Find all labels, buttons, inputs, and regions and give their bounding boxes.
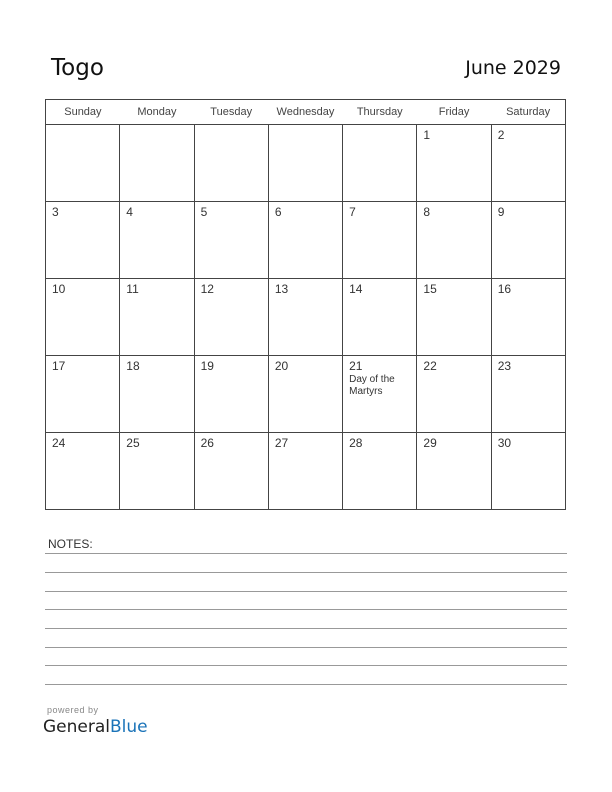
- day-cell: [46, 356, 120, 433]
- day-number: 28: [349, 436, 363, 450]
- day-number: 2: [497, 128, 505, 142]
- day-number: 7: [349, 205, 356, 219]
- day-number: 5: [200, 205, 208, 219]
- day-cell: [343, 433, 417, 510]
- day-number: 18: [126, 359, 140, 373]
- day-cell: [417, 356, 491, 433]
- week-row: [46, 202, 566, 279]
- note-line: [45, 609, 567, 610]
- weekday-friday: Friday: [417, 100, 491, 125]
- powered-by-text: powered by: [47, 705, 99, 715]
- day-cell: [268, 279, 342, 356]
- day-number: 24: [52, 436, 66, 450]
- day-cell: [491, 433, 565, 510]
- note-line: [45, 684, 567, 685]
- week-row: [46, 433, 566, 510]
- day-number: 29: [423, 436, 437, 450]
- notes-label: NOTES:: [48, 537, 93, 551]
- brand-general-text: General: [43, 717, 110, 737]
- country-title: Togo: [51, 55, 104, 81]
- day-cell: [491, 202, 565, 279]
- day-cell: [343, 125, 417, 202]
- day-cell: [417, 125, 491, 202]
- day-cell: [491, 356, 565, 433]
- day-number: 15: [423, 282, 437, 296]
- week-row: [46, 125, 566, 202]
- day-number: 8: [423, 205, 431, 219]
- note-line: [45, 591, 567, 592]
- day-cell: [343, 356, 417, 433]
- day-number: 14: [349, 282, 363, 296]
- day-cell: [268, 356, 342, 433]
- day-cell: [46, 202, 120, 279]
- day-number: 17: [52, 359, 66, 373]
- day-number: 20: [274, 359, 289, 373]
- day-cell: [194, 125, 268, 202]
- day-number: 6: [274, 205, 282, 219]
- day-number: 26: [200, 436, 214, 450]
- day-cell: [46, 433, 120, 510]
- day-cell: [268, 202, 342, 279]
- day-cell: [268, 433, 342, 510]
- day-cell: [120, 279, 194, 356]
- day-number: 30: [497, 436, 512, 450]
- day-number: 11: [126, 282, 139, 296]
- day-number: 3: [52, 205, 59, 219]
- day-cell: [343, 279, 417, 356]
- day-cell: [194, 356, 268, 433]
- day-number: 21: [349, 359, 363, 373]
- day-cell: [491, 125, 565, 202]
- day-number: 10: [52, 282, 66, 296]
- note-line: [45, 628, 567, 629]
- day-number: 25: [126, 436, 140, 450]
- day-cell: [46, 125, 120, 202]
- day-number: 22: [423, 359, 437, 373]
- day-cell: [417, 202, 491, 279]
- day-cell: [491, 279, 565, 356]
- day-number: 12: [200, 282, 214, 296]
- note-line: [45, 647, 567, 648]
- note-line: [45, 553, 567, 554]
- day-cell: [194, 202, 268, 279]
- calendar-grid: [45, 99, 566, 510]
- brand-blue-text: Blue: [110, 717, 148, 737]
- day-number: 16: [497, 282, 512, 296]
- weekday-tuesday: Tuesday: [194, 100, 268, 125]
- generalblue-logo: [43, 717, 148, 737]
- day-cell: [268, 125, 342, 202]
- day-number: 1: [423, 128, 431, 142]
- weekday-header-row: [46, 100, 566, 125]
- weekday-monday: Monday: [120, 100, 194, 125]
- week-row: [46, 279, 566, 356]
- weekday-sunday: Sunday: [46, 100, 120, 125]
- day-number: 27: [274, 436, 289, 450]
- day-cell: [120, 202, 194, 279]
- day-number: 13: [274, 282, 289, 296]
- day-number: 4: [126, 205, 133, 219]
- month-year-title: June 2029: [465, 57, 561, 79]
- weekday-thursday: Thursday: [343, 100, 417, 125]
- weekday-wednesday: Wednesday: [268, 100, 342, 125]
- day-cell: [343, 202, 417, 279]
- weekday-saturday: Saturday: [491, 100, 565, 125]
- note-line: [45, 572, 567, 573]
- day-cell: [194, 433, 268, 510]
- day-cell: [194, 279, 268, 356]
- day-number: 19: [200, 359, 214, 373]
- week-row: [46, 356, 566, 433]
- day-cell: [417, 279, 491, 356]
- day-number: 23: [497, 359, 512, 373]
- day-cell: [120, 356, 194, 433]
- day-number: 9: [497, 205, 505, 219]
- day-cell: [417, 433, 491, 510]
- holiday-label: Day of the Martyrs: [349, 374, 395, 397]
- day-cell: [120, 125, 194, 202]
- day-cell: [46, 279, 120, 356]
- day-cell: [120, 433, 194, 510]
- note-line: [45, 665, 567, 666]
